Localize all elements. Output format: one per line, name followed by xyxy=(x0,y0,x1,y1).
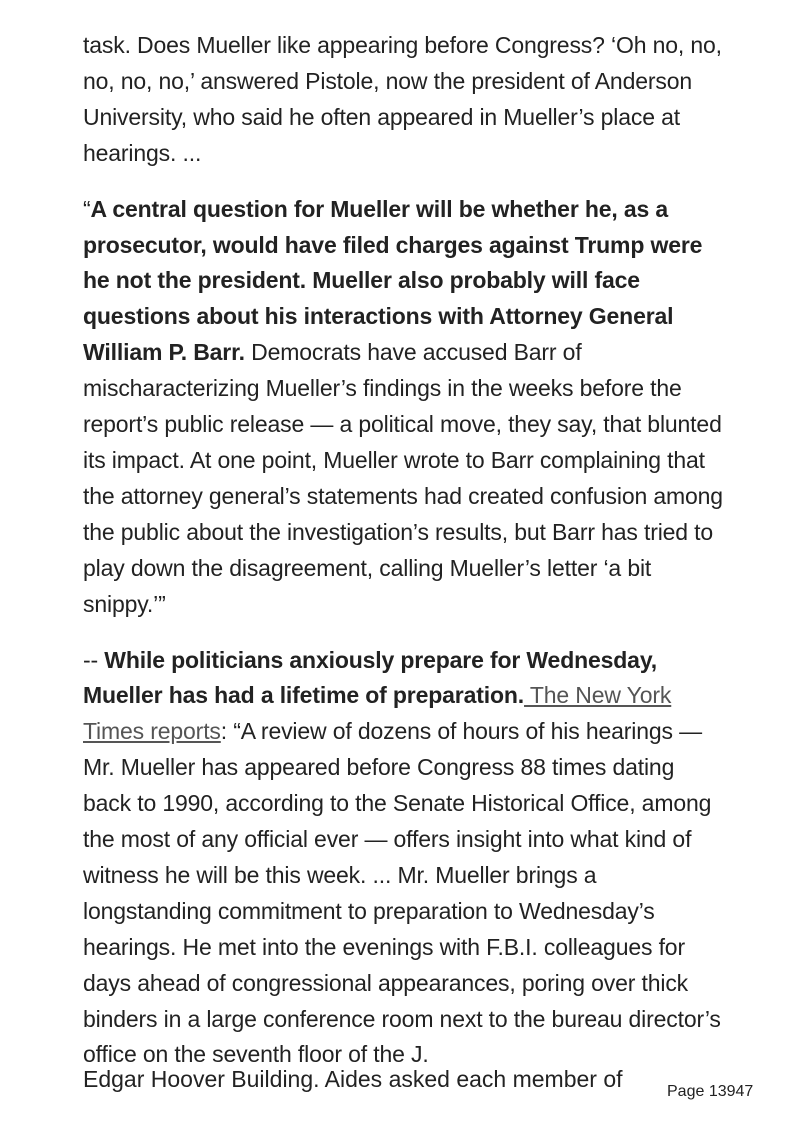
paragraph-preparation xyxy=(83,643,723,1074)
clipped-next-line-text: Edgar Hoover Building. Aides asked each member of xyxy=(83,1066,623,1092)
document-body xyxy=(83,28,723,1093)
paragraph-central-question xyxy=(83,192,723,623)
paragraph-pistole-text: task. Does Mueller like appearing before Congress? ‘Oh no, no, no, no, no,’ answered Pistole, now the president of Anderson University, who said he often appeared in Mueller’s place at hearings. ... xyxy=(83,32,722,166)
bold-central-question: A central question for Mueller will be whether he, as a prosecutor, would have filed charges against Trump were he not the president. Mueller also probably will face questions about his interactions with Attorney General William P. Barr. xyxy=(83,195,703,366)
bold-preparation: While politicians anxiously prepare for Wednesday, Mueller has had a lifetime of preparation. xyxy=(83,646,657,709)
nyt-reports-link[interactable]: The New York Times reports xyxy=(83,682,672,745)
clipped-next-line xyxy=(83,1066,673,1096)
dash-prefix: -- xyxy=(83,646,105,673)
paragraph-pistole xyxy=(83,28,723,172)
paragraph-central-question-text: Democrats have accused Barr of mischaracterizing Mueller’s findings in the weeks before the report’s public release — a political move, they say, that blunted its impact. At one point, Mueller wrote to Barr complaining that the attorney general’s statements had created confusion among the public about the investigation’s results, but Barr has tried to play down the disagreement, calling Mueller’s letter ‘a bit snippy.’” xyxy=(83,339,723,617)
paragraph-preparation-text: : “A review of dozens of hours of his hearings — Mr. Mueller has appeared before Congress 88 times dating back to 1990, according to the Senate Historical Office, among the most of any official ever — offers insight into what kind of witness he will be this week. ... Mr. Mueller brings a longstanding commitment to preparation to Wednesday’s hearings. He met into the evenings with F.B.I. colleagues for days ahead of congressional appearances, poring over thick binders in a large conference room next to the bureau director’s office on the seventh floor of the J. xyxy=(83,718,721,1068)
page-number: Page 13947 xyxy=(667,1083,754,1100)
open-quote: “ xyxy=(83,195,91,222)
